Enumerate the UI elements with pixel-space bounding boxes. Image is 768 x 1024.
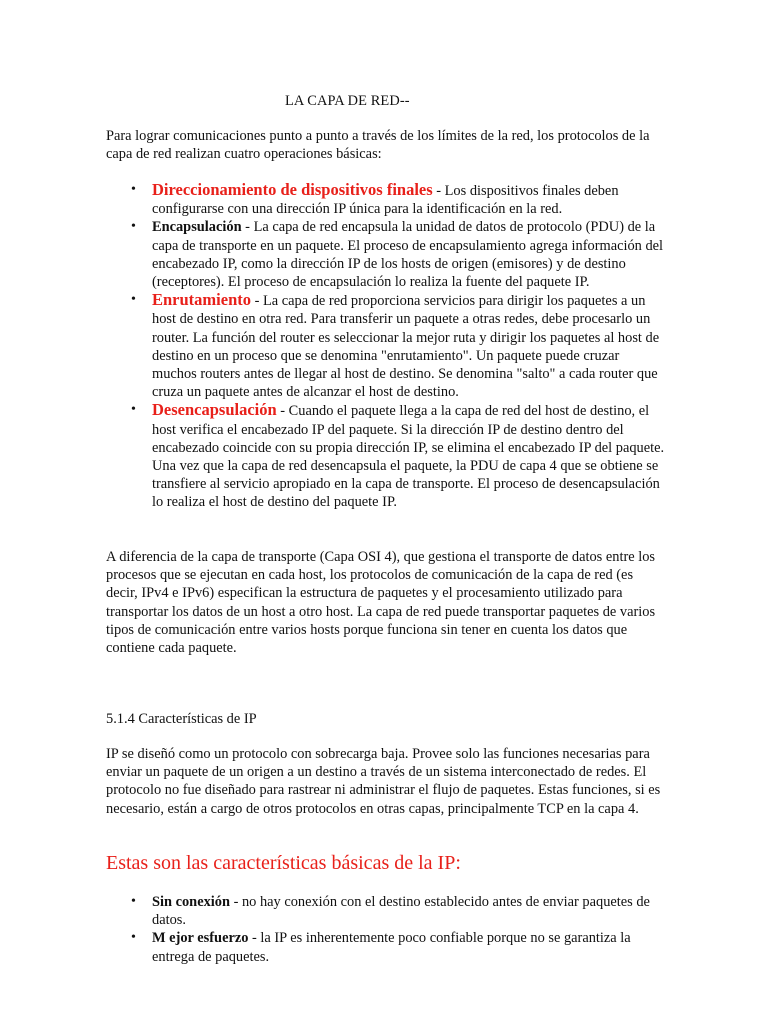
characteristics-list: [106, 893, 666, 966]
term-sin-conexion: Sin conexión: [152, 894, 230, 910]
document-title: LA CAPA DE RED--: [285, 93, 410, 109]
desc-sin-conexion: - no hay conexión con el destino establecido antes de enviar paquetes de datos.: [152, 894, 650, 929]
characteristics-heading: Estas son las características básicas de la IP:: [106, 852, 461, 874]
transport-paragraph: A diferencia de la capa de transporte (Capa OSI 4), que gestiona el transporte de datos entre los procesos que se ejecutan en cada host, los protocolos de comunicación de la capa de red (es decir, IPv4 e IPv6) especifican la estructura de paquetes y el procesamiento utilizado para transportar los datos de un host a otro host. La capa de red puede transportar paquetes de varios tipos de comunicación entre varios hosts porque funciona sin tener en cuenta los datos que contiene cada paquete.: [106, 549, 656, 657]
list-item-direccionamiento: [106, 181, 666, 218]
bullet-icon: •: [131, 402, 136, 418]
list-item-encapsulacion: [106, 218, 666, 291]
bullet-icon: •: [131, 292, 136, 308]
bullet-icon: •: [131, 894, 136, 909]
desc-direccionamiento: - Los dispositivos finales deben configurarse con una dirección IP única para la identificación en la red.: [152, 183, 619, 218]
term-encapsulacion: Encapsulación: [152, 219, 242, 236]
desc-encapsulacion: - La capa de red encapsula la unidad de datos de protocolo (PDU) de la capa de transporte en un paquete. El proceso de encapsulamiento agrega información del encabezado IP, como la dirección IP de los hosts de origen (emisores) y de destino (receptores). El proceso de encapsulación lo realiza la fuente del paquete IP.: [152, 219, 664, 291]
bullet-icon: •: [131, 182, 136, 197]
list-item-enrutamiento: [106, 291, 666, 401]
bullet-icon: •: [131, 219, 136, 235]
term-direccionamiento: Direccionamiento de dispositivos finales: [152, 180, 433, 199]
bullet-icon: •: [131, 930, 136, 946]
term-desencapsulacion: Desencapsulación: [152, 400, 277, 420]
desc-mejor-esfuerzo: - la IP es inherentemente poco confiable porque no se garantiza la entrega de paquetes.: [152, 930, 631, 965]
operations-list: [106, 181, 666, 512]
list-item-desencapsulacion: [106, 401, 666, 511]
term-mejor-esfuerzo: M ejor esfuerzo: [152, 930, 249, 947]
list-item-mejor-esfuerzo: [106, 929, 666, 965]
term-enrutamiento: Enrutamiento: [152, 290, 251, 310]
intro-paragraph: Para lograr comunicaciones punto a punto a través de los límites de la red, los protocolos de la capa de red realizan cuatro operaciones básicas:: [106, 128, 650, 163]
section-title: 5.1.4 Características de IP: [106, 711, 257, 727]
desc-desencapsulacion: - Cuando el paquete llega a la capa de red del host de destino, el host verifica el encabezado IP del paquete. Si la dirección IP de destino dentro del encabezado coincide con su propia dirección IP, se elimina el encabezado IP del paquete. Una vez que la capa de red desencapsula el paquete, la PDU de capa 4 que se obtiene se transfiere al servicio apropiado en la capa de transporte. El proceso de desencapsulación lo realiza el host de destino del paquete IP.: [152, 403, 665, 511]
desc-enrutamiento: - La capa de red proporciona servicios para dirigir los paquetes a un host de destino en otra red. Para transferir un paquete a otras redes, debe procesarlo un router. La función del router es seleccionar la mejor ruta y dirigir los paquetes al host de destino en un proceso que se denomina "enrutamiento". Un paquete puede cruzar muchos routers antes de llegar al host de destino. Se denomina "salto" a cada router que cruza un paquete antes de alcanzar el host de destino.: [152, 293, 660, 401]
list-item-sin-conexion: [106, 893, 666, 929]
ip-paragraph: IP se diseñó como un protocolo con sobrecarga baja. Provee solo las funciones necesarias para enviar un paquete de un origen a un destino a través de un sistema interconectado de redes. El protocolo no fue diseñado para rastrear ni administrar el flujo de paquetes. Estas funciones, si es necesario, están a cargo de otros protocolos en otras capas, principalmente TCP en la capa 4.: [106, 746, 661, 817]
